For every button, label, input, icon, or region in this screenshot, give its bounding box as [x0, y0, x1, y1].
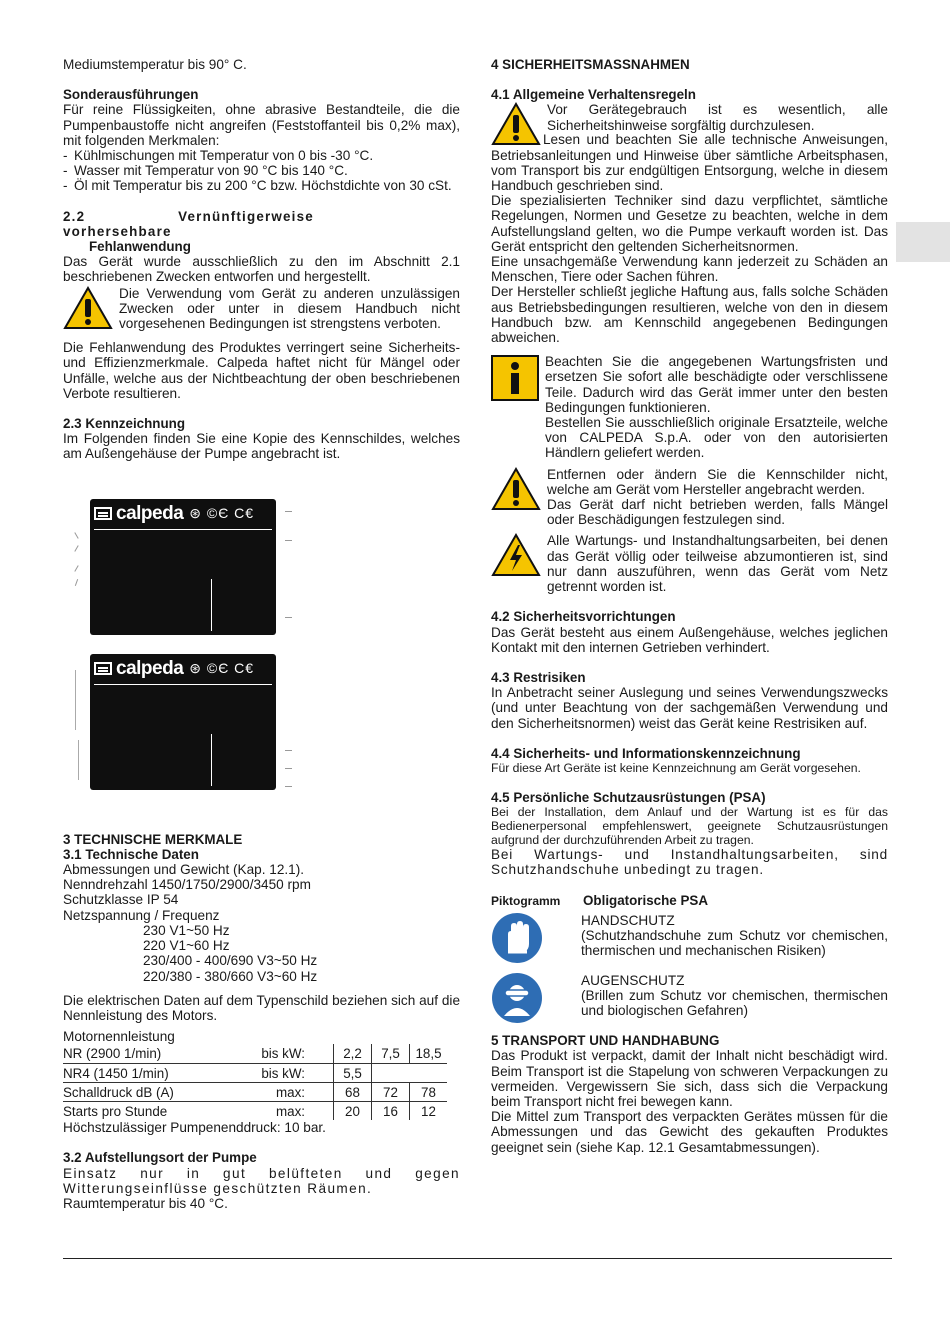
warning-text: Vor Gerätegebrauch ist es wesentlich, alle Sicherheitshinweise sorgfältig durchzulesen. — [547, 102, 888, 133]
section-3-1-title: 3.1 Technische Daten — [63, 846, 199, 862]
section-4-5-text1: Bei der Installation, dem Anlauf und der Wartung ist es für das Bedienerpersonal empfehlenswert, geeignete Schutzausrüstungen aufgrund der durchzuführenden Arbeit zu tragen. — [491, 805, 888, 848]
certification-marks: ⊛ ©Є C€ — [189, 660, 255, 677]
section-5-title: 5 TRANSPORT UND HANDHABUNG — [491, 1033, 720, 1049]
list-item: - Wasser mit Temperatur von 90 °C bis 140 °C. — [63, 163, 460, 178]
list-item: - Öl mit Temperatur bis zu 200 °C bzw. Höchstdichte von 30 cSt. — [63, 178, 460, 193]
intro-line: Mediumstemperatur bis 90° C. — [63, 57, 247, 72]
psa-title: Obligatorische PSA — [583, 892, 709, 908]
section-4-3-title: 4.3 Restrisiken — [491, 669, 586, 685]
section-2-3-title: 2.3 Kennzeichnung — [63, 416, 186, 432]
table-row: Starts pro Stunde max: 20 16 12 — [63, 1101, 447, 1120]
electrical-warning-block — [491, 533, 888, 594]
section-4-1-text1: Lesen und beachten Sie alle technische Anweisungen, Betriebsanleitungen und Hinweise über sämtliche Arbeitsphasen, vom Transport bis zur endgültigen Entsorgung, welche in diesem Handbuch geschrieben sind. — [491, 132, 888, 194]
section-4-1-text4: Der Hersteller schließt jegliche Haftung aus, falls solche Schäden aus Betriebsbedingungen resultieren, welche von den in diesem Handbuch bzw. am Kennschild angegebenen Bedingungen abweichen. — [491, 284, 888, 346]
tech-line: Schutzklasse IP 54 — [63, 892, 179, 908]
nameplate-2 — [90, 654, 276, 790]
voltage-line: 220 V1~60 Hz — [143, 938, 230, 954]
ppe-text: (Schutzhandschuhe zum Schutz vor chemischen, thermischen und mechanischen Risiken) — [581, 927, 888, 959]
table-footer: Höchstzulässiger Pumpenenddruck: 10 bar. — [63, 1120, 326, 1136]
glove-icon — [491, 912, 543, 967]
left-column — [63, 57, 460, 1211]
section-4-5-text2: Bei Wartungs- und Instandhaltungsarbeiten, sind Schutzhandschuhe unbedingt zu tragen. — [491, 847, 888, 878]
right-column — [491, 57, 888, 1155]
electrical-note: Die elektrischen Daten auf dem Typenschild beziehen sich auf die Nennleistung des Motors. — [63, 992, 460, 1023]
section-3-title: 3 TECHNISCHE MERKMALE — [63, 831, 243, 847]
section-2-2-title: 2.2 Vernünftigerweise vorhersehbare — [63, 208, 314, 239]
ppe-hand-block — [491, 913, 888, 967]
section-3-2-text: Einsatz nur in gut belüfteten und gegen Witterungseinflüsse geschützten Räumen. — [63, 1165, 460, 1196]
sonder-text: Für reine Flüssigkeiten, ohne abrasive Bestandteile, die die Pumpenbaustoffe nicht angreifen (Feststoffanteil bis 0,2% max), mit folgenden Merkmalen: — [63, 102, 460, 148]
tech-line: Nenndrehzahl 1450/1750/2900/3450 rpm — [63, 877, 311, 893]
footer-rule — [63, 1258, 892, 1259]
section-4-title: 4 SICHERHEITSMASSNAHMEN — [491, 57, 690, 72]
section-4-4-title: 4.4 Sicherheits- und Informationskennzeichnung — [491, 745, 801, 761]
sonder-title: Sonderausführungen — [63, 87, 199, 103]
motor-table — [63, 1044, 447, 1120]
info-block — [491, 354, 888, 460]
section-4-1-text2: Die spezialisierten Techniker sind dazu verpflichtet, sämtliche Regelungen, Normen und Gesetze zu beachten, welche in dem Aufstellungsland gelten, wo die Pumpe verkauft worden ist. Das Gerät entspricht den geltenden Sicherheitsnormen. — [491, 193, 888, 254]
table-caption: Motornennleistung — [63, 1029, 175, 1045]
calpeda-logo: calpeda — [94, 661, 183, 676]
ppe-title: AUGENSCHUTZ — [581, 972, 685, 988]
sonder-list — [63, 148, 460, 194]
warning-text: Die Verwendung vom Gerät zu anderen unzulässigen Zwecken oder unter in diesem Handbuch nicht vorgesehenen Bedingungen ist strengstens verboten. — [119, 285, 460, 332]
section-5-text2: Die Mittel zum Transport des verpackten Gerätes müssen für die Abmessungen und das Gewicht des gekauften Produktes geeignet sein (siehe Kap. 12.1 Gesamtabmessungen). — [491, 1109, 888, 1155]
warning-text: Entfernen oder ändern Sie die Kennschilder nicht, welche am Gerät vom Hersteller angebracht werden. — [547, 466, 888, 497]
section-4-2-title: 4.2 Sicherheitsvorrichtungen — [491, 609, 676, 625]
section-4-1-title: 4.1 Allgemeine Verhaltensregeln — [491, 87, 696, 103]
table-row: Schalldruck dB (A) max: 68 72 78 — [63, 1082, 447, 1101]
info-text1: Beachten Sie die angegebenen Wartungsfristen und ersetzen Sie sofort alle beschädigte oder verschlissene Teile. Dadurch wird das Gerät immer unter den besten Bedingungen funktionieren. — [545, 354, 888, 415]
warning-triangle-icon — [63, 286, 113, 330]
section-4-2-text: Das Gerät besteht aus einem Außengehäuse, welches jeglichen Kontakt mit den internen Getrieben verhindert. — [491, 624, 888, 655]
table-row: NR (2900 1/min) bis kW: 2,2 7,5 18,5 — [63, 1044, 447, 1063]
electric-hazard-icon — [491, 533, 541, 577]
calpeda-logo: calpeda — [94, 506, 183, 521]
tech-line: Netzspannung / Frequenz — [63, 907, 220, 923]
info-text2: Bestellen Sie ausschließlich originale Ersatzteile, welche von CALPEDA S.p.A. oder von den autorisierten Händlern geliefert werden. — [545, 415, 888, 461]
info-icon — [491, 354, 539, 405]
nameplate-figure — [63, 490, 460, 832]
warning-triangle-icon — [491, 467, 541, 511]
section-2-2-title-line2: Fehlanwendung — [89, 239, 191, 255]
warning-triangle-icon — [491, 102, 541, 146]
goggles-icon — [491, 972, 543, 1027]
warning-text: Das Gerät darf nicht betrieben werden, falls Mängel oder Beschädigungen festzulegen sind. — [547, 497, 888, 528]
voltage-line: 230 V1~50 Hz — [143, 922, 230, 938]
ppe-text: (Brillen zum Schutz vor chemischen, thermischen und biologischen Gefahren) — [581, 988, 888, 1019]
list-item: - Kühlmischungen mit Temperatur von 0 bis -30 °C. — [63, 148, 460, 163]
tech-line: Abmessungen und Gewicht (Kap. 12.1). — [63, 862, 305, 878]
section-2-3-text: Im Folgenden finden Sie eine Kopie des Kennschildes, welches am Außengehäuse der Pumpe angebracht ist. — [63, 431, 460, 462]
table-row: NR4 (1450 1/min) bis kW: 5,5 — [63, 1063, 447, 1082]
section-4-1-text3: Eine unsachgemäße Verwendung kann jederzeit zu Schäden an Menschen, Tiere oder Sachen führen. — [491, 254, 888, 285]
section-3-2-text2: Raumtemperatur bis 40 °C. — [63, 1195, 228, 1211]
electrical-warning-text: Alle Wartungs- und Instandhaltungsarbeiten, bei denen das Gerät völlig oder teilweise abzumontieren ist, sind nur dann auszuführen, wenn das Gerät vom Netz getrennt worden ist. — [547, 533, 888, 595]
voltage-line: 230/400 - 400/690 V3~50 Hz — [143, 953, 318, 969]
warning-block — [491, 467, 888, 528]
section-4-4-text: Für diese Art Geräte ist keine Kennzeichnung am Gerät vorgesehen. — [491, 760, 861, 775]
section-2-2-text2: Die Fehlanwendung des Produktes verringert seine Sicherheits- und Effizienzmerkmale. Calpeda haftet nicht für Mängel oder Unfälle, welche aus der Nichtbeachtung der oben beschriebenen Verbote resultieren. — [63, 340, 460, 401]
section-5-text1: Das Produkt ist verpackt, damit der Inhalt nicht beschädigt wird. Beim Transport ist die Stapelung von schweren Verpackungen zu vermeiden. Vergewissern Sie sich, dass sich die Verpackung beim Transport nicht frei bewegen kann. — [491, 1048, 888, 1109]
certification-marks: ⊛ ©Є C€ — [189, 505, 255, 522]
chapter-tab-marker — [896, 222, 950, 262]
nameplate-1 — [90, 499, 276, 635]
warning-block — [63, 286, 460, 332]
voltage-line: 220/380 - 380/660 V3~60 Hz — [143, 968, 318, 984]
pikto-label: Piktogramm — [491, 893, 561, 908]
ppe-eye-block — [491, 973, 888, 1027]
section-3-2-title: 3.2 Aufstellungsort der Pumpe — [63, 1150, 257, 1166]
section-4-5-title: 4.5 Persönliche Schutzausrüstungen (PSA) — [491, 789, 766, 805]
section-2-2-text: Das Gerät wurde ausschließlich zu den im Abschnitt 2.1 beschriebenen Zwecken entworfen und hergestellt. — [63, 254, 460, 285]
ppe-title: HANDSCHUTZ — [581, 912, 675, 928]
section-4-3-text: In Anbetracht seiner Auslegung und seines Verwendungszwecks (und unter Beachtung von der sachgemäßen Verwendung und den Sicherheitsnormen) weist das Gerät keine Restrisiken auf. — [491, 685, 888, 731]
